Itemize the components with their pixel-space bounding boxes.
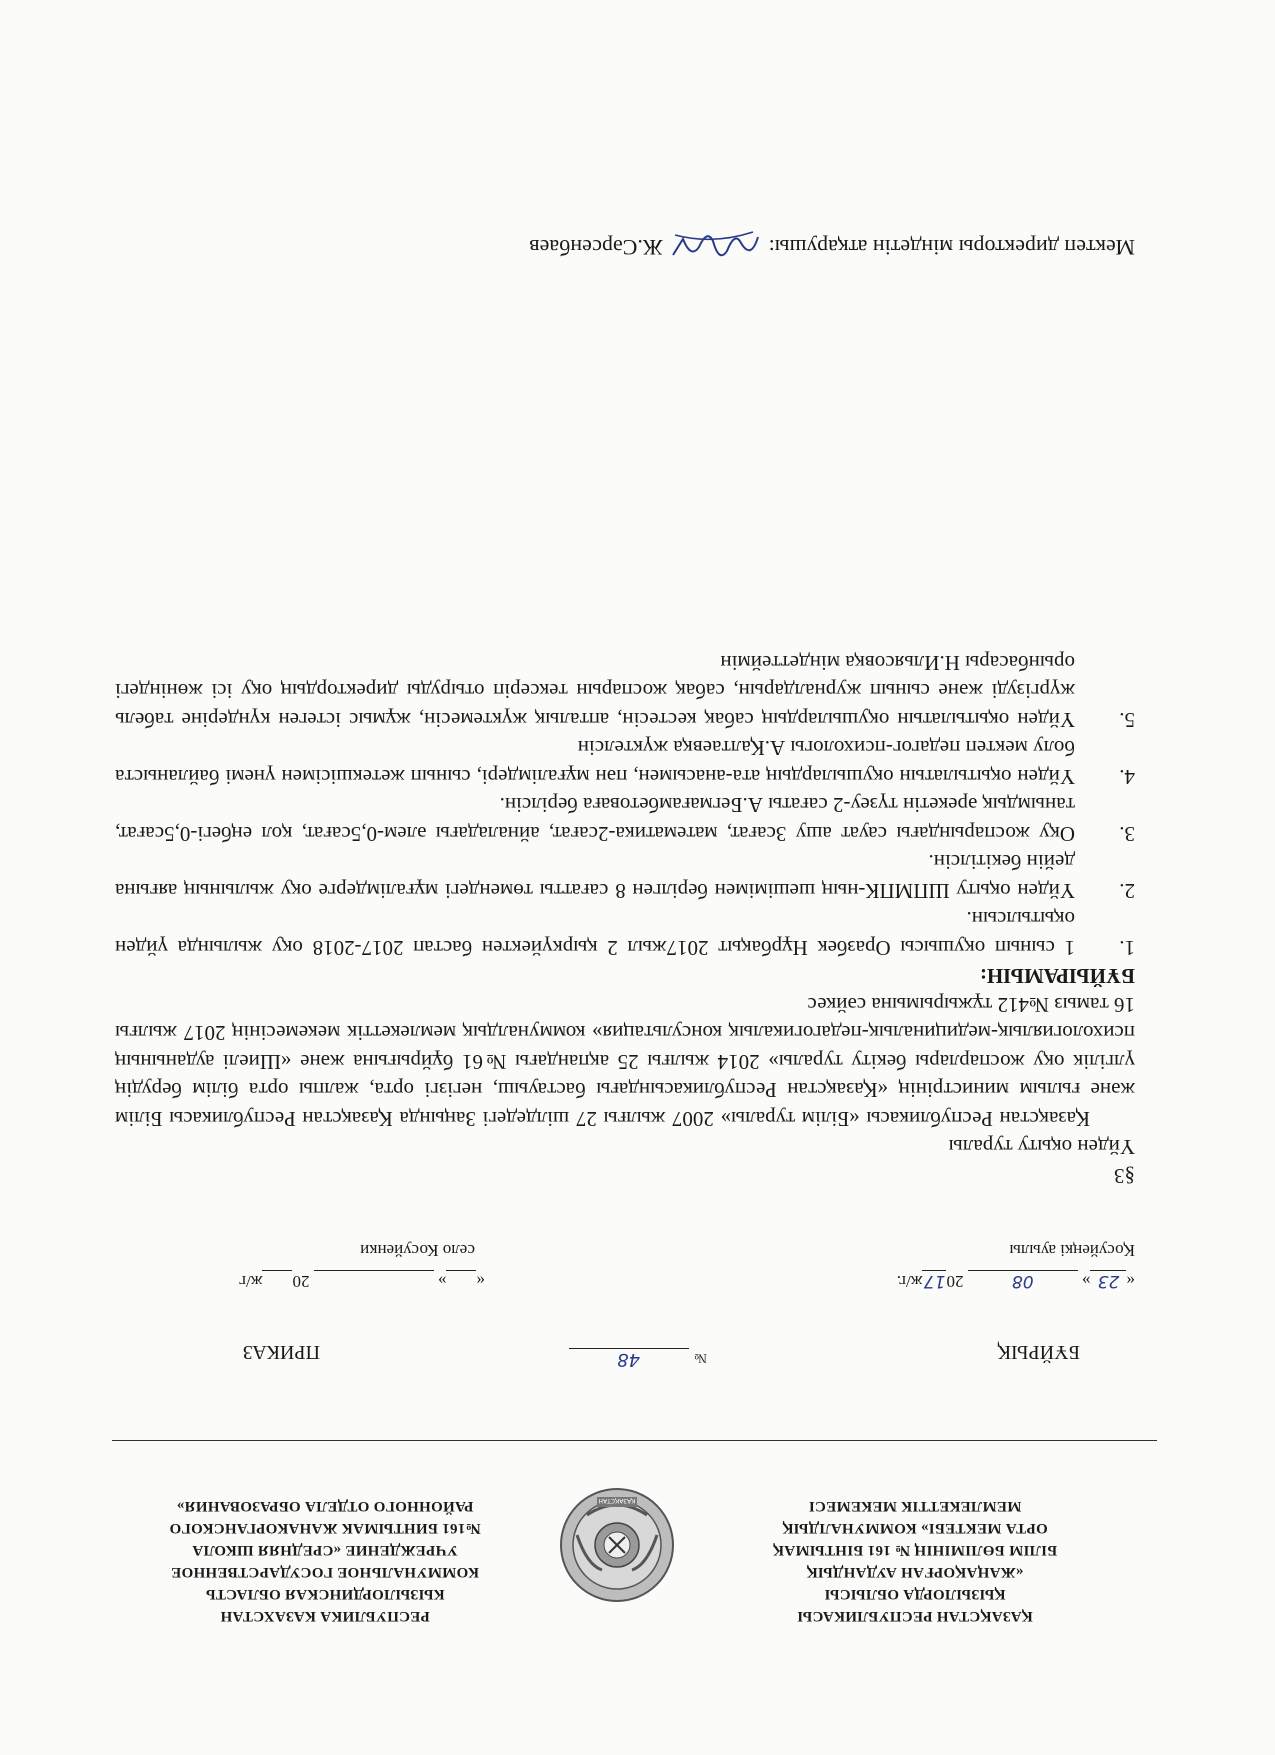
item-number: 1. bbox=[1119, 936, 1135, 960]
date-ru-day-blank bbox=[447, 1270, 477, 1291]
date-month: 08 bbox=[968, 1270, 1078, 1291]
emblem-label: ҚАЗАҚСТАН bbox=[598, 1497, 636, 1504]
signature-label: Мектеп директоры міндетін атқарушы: bbox=[768, 234, 1135, 260]
preamble: Қазақстан Республикасы «Білім туралы» 2007 жылғы 27 шілдедегі Заңында Қазақстан Республикасы Білім және ғылым министрінің «Қазақстан Республикасындағы бастауыш, негізгі орта, жалпы орта білім берудің үлгілік оқу жоспарлары бекіту туралы» 2014 жылғы 25 ақпандағы №61 бұйрығына және «Шиелі ауданының психологиялық-медициналық-педагогикалық консультация» коммуналдық мемлекеттік мекемесінің 2017 жылғы 16 тамыз №412 тұжырымына сәйкес bbox=[115, 993, 1135, 1131]
date-day: 23 bbox=[1091, 1270, 1127, 1291]
list-item bbox=[115, 791, 1135, 848]
section-number: §3 bbox=[1114, 1164, 1135, 1188]
item-number: 3. bbox=[1119, 822, 1135, 846]
item-text: Үйден оқыту ШПМПК-ның шешімімен берілген 8 сағатты төмендегі мұғалімдерге оқу жылының аяғына дейін бекітілсін. bbox=[115, 850, 1075, 903]
header-kz-line: ҚЫЗЫЛОРДА ОБЛЫСЫ bbox=[824, 1586, 1006, 1602]
date-ru-year-prefix: 20 bbox=[292, 1272, 310, 1291]
number-value: 48 bbox=[569, 1348, 689, 1370]
header-kz-line: ҚАЗАҚСТАН РЕСПУБЛИКАСЫ bbox=[797, 1608, 1033, 1624]
date-ru-month-blank bbox=[314, 1270, 434, 1291]
header-ru-line: УЧРЕЖДЕНИЕ «СРЕДНЯЯ ШКОЛА bbox=[192, 1542, 458, 1558]
order-title-kz: БҰЙРЫҚ bbox=[997, 1341, 1080, 1363]
handwritten-signature-icon bbox=[668, 225, 763, 265]
item-text: Үйден оқытылатын оқушылардың сабақ кестесін, апталық жүктемесін, жұмыс істеген күндеріне табель жүргізуді және сынып журналдарын, сабақ жоспарын тексеріп отыруды директордың оқу ісі жөніндегі орынбасары Н.Ильясовқа міндеттеймін bbox=[115, 651, 1075, 732]
header-ru-line: КЫЗЫЛОРДИНСКАЯ ОБЛАСТЬ bbox=[205, 1586, 445, 1602]
item-text: 1 сынып оқушысы Оразбек Нұрбақыт 2017жыл 2 қыркүйектен бастап 2017-2018 оқу жылында үйден оқытылсын. bbox=[115, 907, 1075, 960]
date-kz: «23» 08 2017ж/г. bbox=[896, 1271, 1135, 1291]
header-ru-line: РАЙОННОГО ОТДЕЛА ОБРАЗОВАНИЯ» bbox=[176, 1498, 474, 1514]
header-kz-line: ОРТА МЕКТЕБІ» КОММУНАЛДЫҚ bbox=[782, 1520, 1048, 1536]
list-item bbox=[115, 649, 1135, 735]
signature-block bbox=[529, 225, 1135, 265]
item-text: Үйден оқытылатын оқушылардың ата-анасымен, пән мұғалімдері, сынып жетекшісімен үнемі байланыста болу мектеп педагог-психологы А.Қалтаевқа жүктелсін bbox=[115, 736, 1075, 789]
order-number bbox=[569, 1348, 707, 1370]
list-item bbox=[115, 905, 1135, 962]
date-year-suffix: 17 bbox=[923, 1271, 946, 1291]
header-ru-line: РЕСПУБЛИКА КАЗАХСТАН bbox=[220, 1608, 430, 1624]
date-close: » bbox=[438, 1272, 447, 1291]
header-ru bbox=[105, 1495, 545, 1627]
item-number: 2. bbox=[1119, 879, 1135, 903]
header-kz-line: БІЛІМ БӨЛІМІНІҢ № 161 БІНТЫМАҚ bbox=[772, 1542, 1058, 1558]
date-ru bbox=[239, 1270, 485, 1291]
order-word: БҰЙЫРАМЫН: bbox=[979, 964, 1135, 989]
item-text: Оқу жоспарындағы сауат ашу 3сағат, математика-2сағат, айналадағы әлем-0,5сағат, қол еңбегі-0,5сағат, танымдық әрекетін түзеу-2 сағаты А.Бегмағамбетоваға берілсін. bbox=[115, 793, 1075, 846]
header-kz-line: «ЖАҢАҚОРҒАН АУДАНДЫҚ bbox=[806, 1564, 1024, 1580]
header-divider bbox=[112, 1440, 1157, 1441]
date-ru-suffix: ж/г bbox=[239, 1272, 263, 1291]
order-subject: Үйден оқыту туралы bbox=[948, 1135, 1135, 1160]
header-kz bbox=[680, 1495, 1150, 1627]
place-kz: Қосуйеңкі ауылы bbox=[1009, 1241, 1135, 1260]
item-number: 5. bbox=[1119, 708, 1135, 732]
number-label: № bbox=[694, 1351, 707, 1366]
item-number: 4. bbox=[1119, 765, 1135, 789]
header-ru-line: №161 БИНТЫМАК ЖАНАКОРГАНСКОГО bbox=[169, 1520, 481, 1536]
place-ru: село Косуйенки bbox=[360, 1241, 475, 1260]
signature-name: Ж.Сәрсенбаев bbox=[529, 234, 663, 260]
order-body bbox=[115, 649, 1135, 1191]
list-item bbox=[115, 848, 1135, 905]
header-kz-line: МЕМЛЕКЕТТІК МЕКЕМЕСІ bbox=[808, 1498, 1022, 1514]
date-open: « bbox=[476, 1272, 485, 1291]
date-year-prefix: 20 bbox=[946, 1272, 964, 1291]
header-ru-line: КОММУНАЛЬНОЕ ГОСУДАРСТВЕННОЕ bbox=[170, 1564, 480, 1580]
list-item bbox=[115, 734, 1135, 791]
order-title-ru: ПРИКАЗ bbox=[242, 1341, 320, 1363]
state-emblem-icon bbox=[557, 1485, 677, 1605]
date-ru-year-blank bbox=[263, 1270, 293, 1291]
date-suffix: ж/г. bbox=[896, 1272, 923, 1291]
